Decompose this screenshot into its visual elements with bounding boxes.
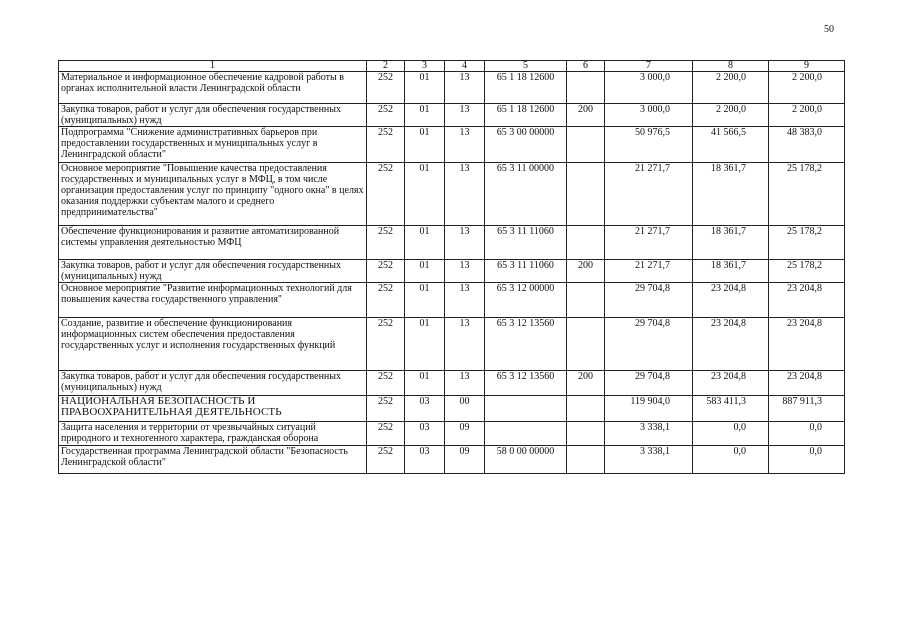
- cell-9: 2 200,0: [769, 104, 845, 127]
- cell-2: 252: [367, 283, 405, 318]
- cell-4: 09: [445, 446, 485, 474]
- cell-8: 18 361,7: [693, 260, 769, 283]
- cell-3: 01: [405, 226, 445, 260]
- table-row: [59, 318, 845, 371]
- row-name: Закупка товаров, работ и услуг для обеспечения государственных (муниципальных) нужд: [59, 104, 367, 127]
- cell-5: 65 3 11 00000: [485, 163, 567, 226]
- cell-2: 252: [367, 72, 405, 104]
- cell-3: 01: [405, 283, 445, 318]
- cell-6: [567, 422, 605, 446]
- cell-5: 58 0 00 00000: [485, 446, 567, 474]
- row-name: Защита населения и территории от чрезвычайных ситуаций природного и техногенного характера, гражданская оборона: [59, 422, 367, 446]
- cell-6: 200: [567, 371, 605, 396]
- cell-4: 13: [445, 371, 485, 396]
- cell-8: 2 200,0: [693, 104, 769, 127]
- cell-7: 21 271,7: [605, 163, 693, 226]
- table-row: [59, 104, 845, 127]
- cell-6: 200: [567, 260, 605, 283]
- cell-4: 13: [445, 283, 485, 318]
- cell-7: 3 338,1: [605, 422, 693, 446]
- table-row: [59, 127, 845, 163]
- cell-8: 23 204,8: [693, 283, 769, 318]
- row-name: Закупка товаров, работ и услуг для обеспечения государственных (муниципальных) нужд: [59, 371, 367, 396]
- cell-9: 25 178,2: [769, 226, 845, 260]
- row-name: НАЦИОНАЛЬНАЯ БЕЗОПАСНОСТЬ И ПРАВООХРАНИТЕЛЬНАЯ ДЕЯТЕЛЬНОСТЬ: [59, 396, 367, 422]
- cell-6: [567, 283, 605, 318]
- cell-7: 119 904,0: [605, 396, 693, 422]
- cell-7: 3 338,1: [605, 446, 693, 474]
- cell-7: 29 704,8: [605, 283, 693, 318]
- cell-3: 01: [405, 72, 445, 104]
- cell-6: [567, 226, 605, 260]
- cell-6: [567, 163, 605, 226]
- cell-9: 25 178,2: [769, 260, 845, 283]
- cell-3: 01: [405, 163, 445, 226]
- budget-table: [58, 60, 845, 474]
- cell-8: 0,0: [693, 446, 769, 474]
- cell-3: 01: [405, 318, 445, 371]
- cell-2: 252: [367, 260, 405, 283]
- cell-5: 65 3 11 11060: [485, 260, 567, 283]
- cell-6: [567, 318, 605, 371]
- row-name: Создание, развитие и обеспечение функционирования информационных систем обеспечения предоставления государственных услуг и исполнения государственных функций: [59, 318, 367, 371]
- column-header: 1: [59, 61, 367, 72]
- column-header: 3: [405, 61, 445, 72]
- cell-9: 2 200,0: [769, 72, 845, 104]
- cell-9: 887 911,3: [769, 396, 845, 422]
- cell-8: 583 411,3: [693, 396, 769, 422]
- cell-6: [567, 446, 605, 474]
- cell-6: [567, 72, 605, 104]
- cell-9: 48 383,0: [769, 127, 845, 163]
- column-header: 4: [445, 61, 485, 72]
- cell-2: 252: [367, 127, 405, 163]
- table-row: [59, 260, 845, 283]
- table-row: [59, 163, 845, 226]
- cell-7: 50 976,5: [605, 127, 693, 163]
- cell-3: 03: [405, 396, 445, 422]
- cell-2: 252: [367, 396, 405, 422]
- header-row: [59, 61, 845, 72]
- column-header: 5: [485, 61, 567, 72]
- cell-8: 2 200,0: [693, 72, 769, 104]
- row-name: Основное мероприятие "Повышение качества предоставления государственных и муниципальных услуг в МФЦ, в том числе организация предоставления услуг по принципу "одного окна" в целях оказания поддержки субъектам малого и среднего предпринимательства": [59, 163, 367, 226]
- cell-5: [485, 396, 567, 422]
- cell-5: 65 3 00 00000: [485, 127, 567, 163]
- row-name: Обеспечение функционирования и развитие автоматизированной системы управления деятельностью МФЦ: [59, 226, 367, 260]
- cell-9: 0,0: [769, 422, 845, 446]
- row-name: Закупка товаров, работ и услуг для обеспечения государственных (муниципальных) нужд: [59, 260, 367, 283]
- cell-3: 01: [405, 371, 445, 396]
- cell-4: 13: [445, 104, 485, 127]
- cell-8: 41 566,5: [693, 127, 769, 163]
- cell-7: 3 000,0: [605, 104, 693, 127]
- table-row: [59, 371, 845, 396]
- cell-2: 252: [367, 163, 405, 226]
- cell-5: 65 3 12 13560: [485, 371, 567, 396]
- cell-5: 65 3 12 00000: [485, 283, 567, 318]
- cell-5: [485, 422, 567, 446]
- cell-4: 09: [445, 422, 485, 446]
- cell-9: 23 204,8: [769, 371, 845, 396]
- row-name: Основное мероприятие "Развитие информационных технологий для повышения качества государственного управления": [59, 283, 367, 318]
- cell-9: 25 178,2: [769, 163, 845, 226]
- cell-4: 13: [445, 226, 485, 260]
- cell-2: 252: [367, 422, 405, 446]
- cell-5: 65 1 18 12600: [485, 104, 567, 127]
- cell-4: 13: [445, 318, 485, 371]
- cell-3: 01: [405, 127, 445, 163]
- column-header: 2: [367, 61, 405, 72]
- column-header: 7: [605, 61, 693, 72]
- cell-9: 23 204,8: [769, 318, 845, 371]
- cell-2: 252: [367, 104, 405, 127]
- column-header: 6: [567, 61, 605, 72]
- cell-4: 13: [445, 260, 485, 283]
- table-row: [59, 422, 845, 446]
- cell-2: 252: [367, 318, 405, 371]
- cell-7: 3 000,0: [605, 72, 693, 104]
- cell-5: 65 3 12 13560: [485, 318, 567, 371]
- cell-8: 0,0: [693, 422, 769, 446]
- cell-7: 21 271,7: [605, 226, 693, 260]
- column-header: 8: [693, 61, 769, 72]
- row-name: Материальное и информационное обеспечение кадровой работы в органах исполнительной власти Ленинградской области: [59, 72, 367, 104]
- cell-2: 252: [367, 226, 405, 260]
- cell-9: 0,0: [769, 446, 845, 474]
- column-header: 9: [769, 61, 845, 72]
- cell-8: 18 361,7: [693, 163, 769, 226]
- cell-5: 65 3 11 11060: [485, 226, 567, 260]
- cell-2: 252: [367, 371, 405, 396]
- cell-8: 18 361,7: [693, 226, 769, 260]
- cell-2: 252: [367, 446, 405, 474]
- cell-4: 00: [445, 396, 485, 422]
- table-row: [59, 396, 845, 422]
- row-name: Подпрограмма "Снижение административных барьеров при предоставлении государственных и муниципальных услуг в Ленинградской области": [59, 127, 367, 163]
- cell-8: 23 204,8: [693, 318, 769, 371]
- cell-6: [567, 396, 605, 422]
- table-row: [59, 283, 845, 318]
- cell-3: 03: [405, 422, 445, 446]
- cell-4: 13: [445, 163, 485, 226]
- table-row: [59, 226, 845, 260]
- cell-4: 13: [445, 72, 485, 104]
- cell-3: 01: [405, 260, 445, 283]
- cell-8: 23 204,8: [693, 371, 769, 396]
- cell-9: 23 204,8: [769, 283, 845, 318]
- cell-5: 65 1 18 12600: [485, 72, 567, 104]
- page-number: 50: [824, 24, 834, 35]
- table-row: [59, 446, 845, 474]
- cell-3: 03: [405, 446, 445, 474]
- cell-6: 200: [567, 104, 605, 127]
- cell-7: 29 704,8: [605, 371, 693, 396]
- table-row: [59, 72, 845, 104]
- row-name: Государственная программа Ленинградской области "Безопасность Ленинградской области": [59, 446, 367, 474]
- cell-6: [567, 127, 605, 163]
- cell-7: 29 704,8: [605, 318, 693, 371]
- cell-7: 21 271,7: [605, 260, 693, 283]
- cell-4: 13: [445, 127, 485, 163]
- cell-3: 01: [405, 104, 445, 127]
